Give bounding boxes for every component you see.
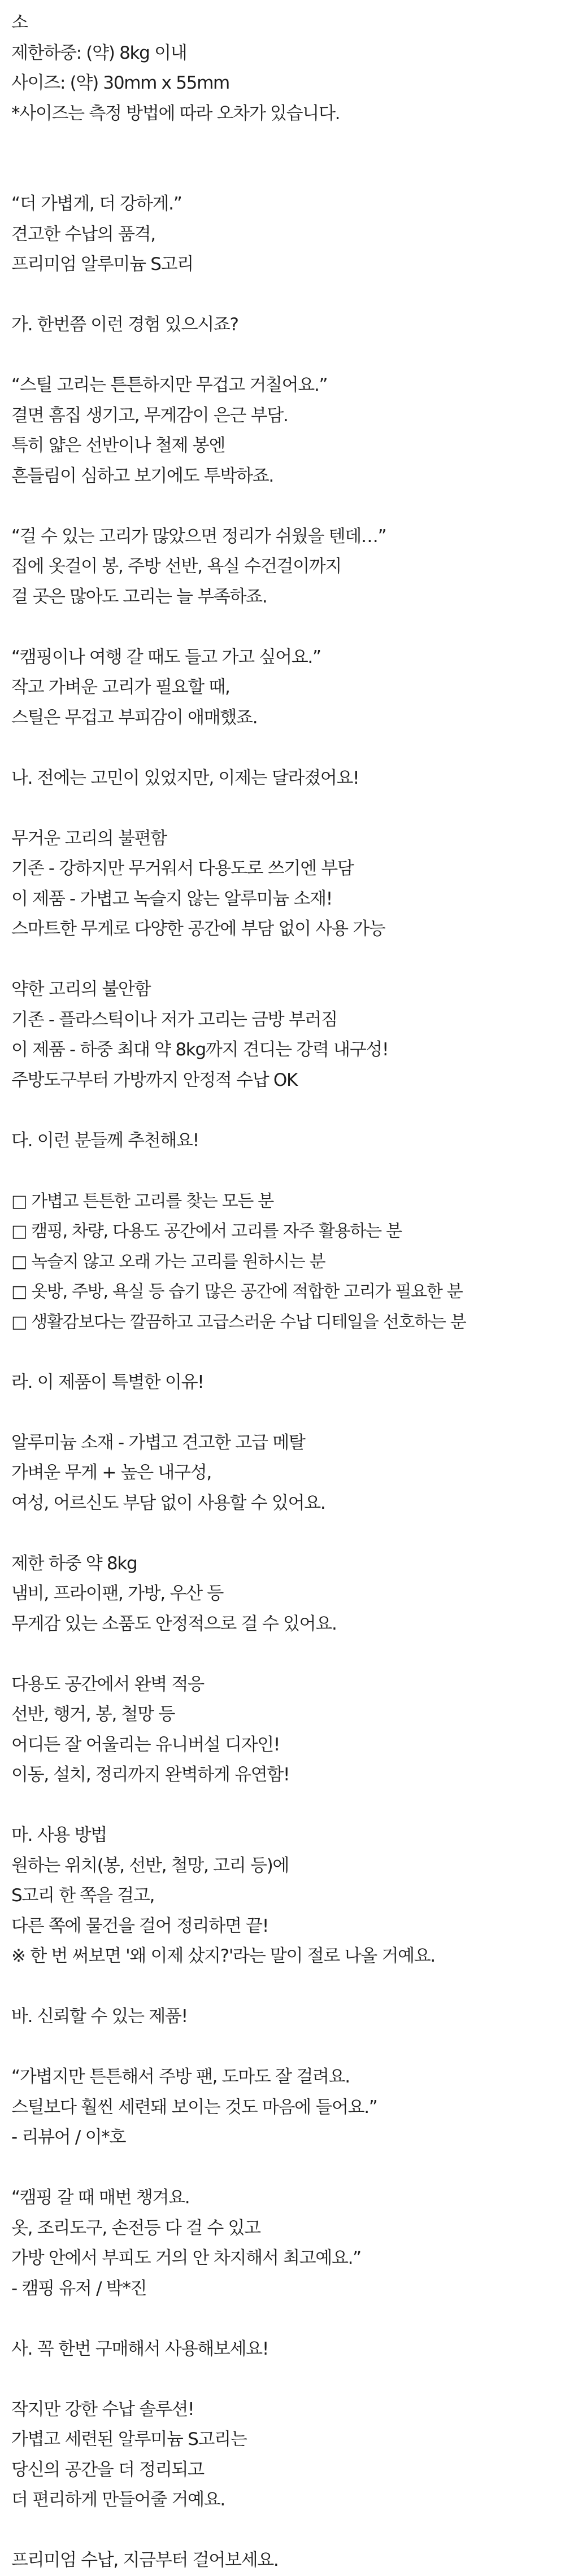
paragraph-line: 다른 쪽에 물건을 걸어 정리하면 끝! (11, 1915, 268, 1936)
review-line: 가방 안에서 부피도 거의 안 차지해서 최고예요.” (11, 2248, 361, 2268)
spec-size: 소 (11, 12, 28, 33)
quote: “스틸 고리는 튼튼하지만 무겁고 거칠어요.” (11, 375, 328, 395)
paragraph-line: 스마트한 무게로 다양한 공간에 부담 없이 사용 가능 (11, 919, 385, 939)
checklist-item: □ 캠핑, 차량, 다용도 공간에서 고리를 자주 활용하는 분 (11, 1221, 402, 1241)
paragraph-line: 냄비, 프라이팬, 가방, 우산 등 (11, 1583, 223, 1604)
paragraph-line: 걸 곳은 많아도 고리는 늘 부족하죠. (11, 586, 267, 607)
block-heading: 약한 고리의 불안함 (11, 979, 151, 999)
spec-load: 제한하중: (약) 8kg 이내 (11, 42, 187, 63)
section-ga-title: 가. 한번쯤 이런 경험 있으시죠? (11, 315, 238, 335)
intro-sub: 프리미엄 알루미늄 S고리 (11, 254, 193, 274)
paragraph-line: 무게감 있는 소품도 안정적으로 걸 수 있어요. (11, 1613, 337, 1634)
paragraph-line: 기존 - 강하지만 무거워서 다용도로 쓰기엔 부담 (11, 858, 354, 879)
checklist-item: □ 옷방, 주방, 욕실 등 습기 많은 공간에 적합한 고리가 필요한 분 (11, 1282, 463, 1302)
spec-dimensions: 사이즈: (약) 30mm x 55mm (11, 73, 229, 93)
paragraph-line: 알루미늄 소재 - 가볍고 견고한 고급 메탈 (11, 1432, 305, 1453)
paragraph-line: S고리 한 쪽을 걸고, (11, 1885, 155, 1906)
paragraph-line: 더 편리하게 만들어줄 거예요. (11, 2490, 225, 2510)
paragraph-line: 특히 얇은 선반이나 철제 봉엔 (11, 435, 225, 456)
paragraph-line: 결면 흠집 생기고, 무게감이 은근 부담. (11, 405, 288, 426)
paragraph-line: ※ 한 번 써보면 '왜 이제 샀지?'라는 말이 절로 나올 거예요. (11, 1946, 435, 1966)
paragraph-line: 주방도구부터 가방까지 안정적 수납 OK (11, 1069, 298, 1090)
paragraph-line: 스틸은 무겁고 부피감이 애매했죠. (11, 707, 258, 728)
review-author: - 캠핑 유저 / 박*진 (11, 2278, 147, 2299)
quote: “걸 수 있는 고리가 많았으면 정리가 쉬웠을 텐데…” (11, 526, 386, 547)
section-na-title: 나. 전에는 고민이 있었지만, 이제는 달라졌어요! (11, 767, 359, 788)
checklist-item: □ 가볍고 튼튼한 고리를 찾는 모든 분 (11, 1191, 273, 1211)
intro-sub: 견고한 수납의 품격, (11, 224, 155, 244)
paragraph-line: 작고 가벼운 고리가 필요할 때, (11, 677, 230, 697)
paragraph-line: 흔들림이 심하고 보기에도 투박하죠. (11, 465, 273, 486)
paragraph-line: 다용도 공간에서 완벽 적응 (11, 1674, 204, 1695)
review-line: “가볍지만 튼튼해서 주방 팬, 도마도 잘 걸려요. (11, 2067, 350, 2087)
checklist-item: □ 생활감보다는 깔끔하고 고급스러운 수납 디테일을 선호하는 분 (11, 1312, 466, 1332)
review-line: 스틸보다 훨씬 세련돼 보이는 것도 마음에 들어요.” (11, 2097, 377, 2117)
section-ba-title: 바. 신뢰할 수 있는 제품! (11, 2006, 188, 2027)
spec-note: *사이즈는 측정 방법에 따라 오차가 있습니다. (11, 103, 340, 124)
paragraph-line: 이 제품 - 하중 최대 약 8kg까지 견디는 강력 내구성! (11, 1040, 389, 1060)
paragraph-line: 당신의 공간을 더 정리되고 (11, 2459, 204, 2480)
paragraph-line: 여성, 어르신도 부담 없이 사용할 수 있어요. (11, 1492, 325, 1513)
block-heading: 무거운 고리의 불편함 (11, 828, 167, 849)
paragraph-line: 제한 하중 약 8kg (11, 1553, 137, 1574)
review-line: 옷, 조리도구, 손전등 다 걸 수 있고 (11, 2217, 260, 2238)
paragraph-line: 기존 - 플라스틱이나 저가 고리는 금방 부러짐 (11, 1009, 337, 1030)
paragraph-line: 이 제품 - 가볍고 녹슬지 않는 알루미늄 소재! (11, 888, 332, 909)
paragraph-line: 이동, 설치, 정리까지 완벽하게 유연함! (11, 1765, 290, 1785)
review-author: - 리뷰어 / 이*호 (11, 2127, 126, 2147)
paragraph-line: 집에 옷걸이 봉, 주방 선반, 욕실 수건걸이까지 (11, 556, 342, 577)
paragraph-line: 가벼운 무게 + 높은 내구성, (11, 1462, 211, 1483)
paragraph-line: 작지만 강한 수납 솔루션! (11, 2399, 194, 2420)
quote: “캠핑이나 여행 갈 때도 들고 가고 싶어요.” (11, 647, 321, 667)
checklist-item: □ 녹슬지 않고 오래 가는 고리를 원하시는 분 (11, 1251, 325, 1272)
paragraph-line: 어디든 잘 어울리는 유니버설 디자인! (11, 1734, 280, 1755)
section-ma-title: 마. 사용 방법 (11, 1825, 107, 1845)
section-ra-title: 라. 이 제품이 특별한 이유! (11, 1372, 204, 1392)
section-sa-title: 사. 꼭 한번 구매해서 사용해보세요! (11, 2338, 268, 2359)
paragraph-line: 원하는 위치(봉, 선반, 철망, 고리 등)에 (11, 1855, 289, 1876)
paragraph-line: 선반, 행거, 봉, 철망 등 (11, 1704, 175, 1724)
intro-headline: “더 가볍게, 더 강하게.” (11, 194, 182, 214)
closing-line: 프리미엄 수납, 지금부터 걸어보세요. (11, 2550, 279, 2570)
section-da-title: 다. 이런 분들께 추천해요! (11, 1130, 199, 1151)
review-line: “캠핑 갈 때 매번 챙겨요. (11, 2188, 190, 2208)
paragraph-line: 가볍고 세련된 알루미늄 S고리는 (11, 2429, 247, 2450)
